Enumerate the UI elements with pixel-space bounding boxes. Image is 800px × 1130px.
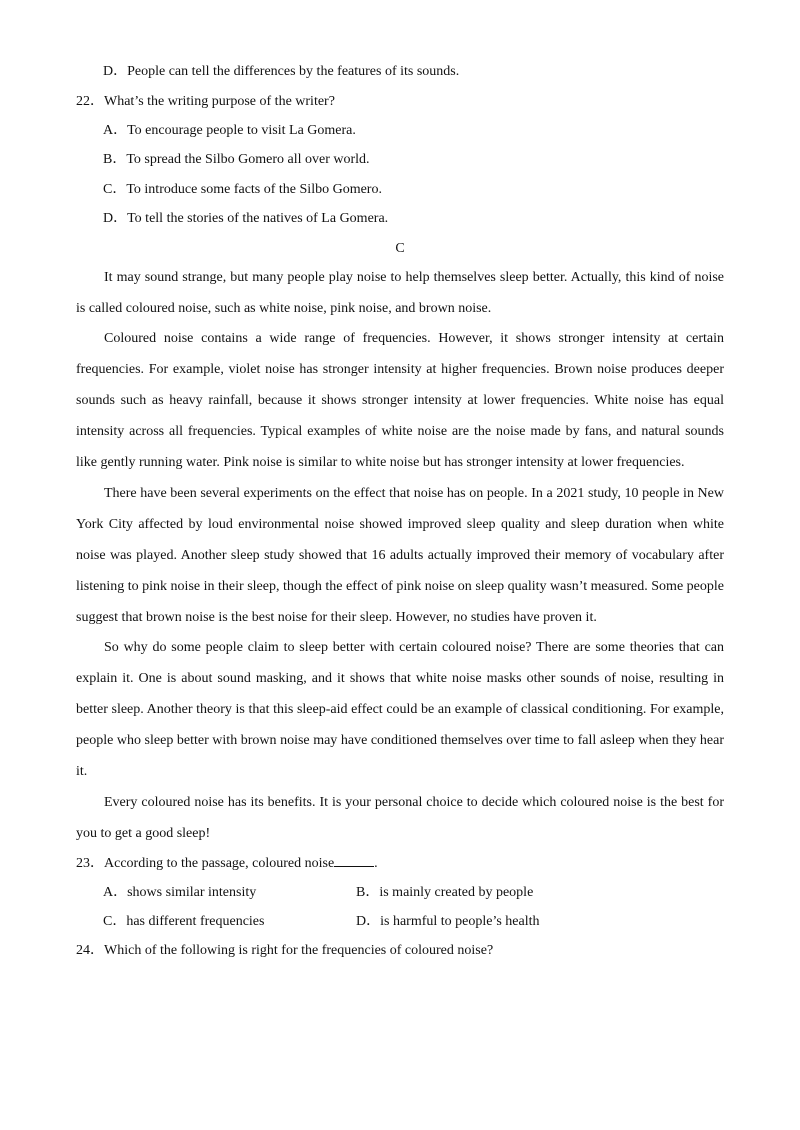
passage-paragraph-5: Every coloured noise has its benefits. It is your personal choice to decide which coloured noise is the best for you to get a good sleep!: [76, 795, 724, 841]
passage-paragraph-3: There have been several experiments on the effect that noise has on people. In a 2021 study, 10 people in New York City affected by loud environmental noise showed improved sleep quality and sleep duration when white noise was played. Another sleep study showed that 16 adults actually improved their memory of vocabulary after listening to pink noise in their sleep, though the effect of pink noise on sleep quality wasn’t measured. Some people suggest that brown noise is the best noise for their sleep. However, no studies have proven it.: [76, 486, 724, 625]
q23-option-d: D．is harmful to people’s health: [356, 914, 540, 929]
q23-option-b: B．is mainly created by people: [356, 885, 534, 900]
q22-option-d: D．To tell the stories of the natives of La Gomera.: [103, 211, 389, 226]
q22-option-a: A．To encourage people to visit La Gomera.: [103, 123, 356, 138]
q22-stem: 22．What’s the writing purpose of the writer?: [76, 94, 335, 109]
passage-paragraph-4: So why do some people claim to sleep better with certain coloured noise? There are some theories that can explain it. One is about sound masking, and it shows that white noise masks other sounds of noise, resulting in better sleep. Another theory is that this sleep-aid effect could be an example of classical conditioning. For example, people who sleep better with brown noise may have conditioned themselves over time to fall asleep when they hear it.: [76, 640, 724, 779]
passage-paragraph-1: It may sound strange, but many people play noise to help themselves sleep better. Actually, this kind of noise is called coloured noise, such as white noise, pink noise, and brown noise.: [76, 270, 724, 316]
q23-stem-text: 23．According to the passage, coloured noise: [76, 856, 335, 871]
q24-stem: 24．Which of the following is right for the frequencies of coloured noise?: [76, 943, 494, 958]
q22-option-c: C．To introduce some facts of the Silbo Gomero.: [103, 182, 382, 197]
q23-option-a: A．shows similar intensity: [103, 885, 257, 900]
q23-stem: [76, 854, 378, 873]
q23-option-c: C．has different frequencies: [103, 914, 265, 929]
section-heading: C: [395, 241, 405, 256]
passage-paragraph-2: Coloured noise contains a wide range of frequencies. However, it shows stronger intensity at certain frequencies. For example, violet noise has stronger intensity at higher frequencies. Brown noise produces deeper sounds such as heavy rainfall, because it shows stronger intensity at lower frequencies. White noise has equal intensity across all frequencies. Typical examples of white noise are the noise made by fans, and natural sounds like gently running water. Pink noise is similar to white noise but has stronger intensity at lower frequencies.: [76, 331, 724, 470]
q23-stem-end: .: [374, 856, 378, 871]
answer-blank: [334, 854, 374, 867]
q22-option-b: B．To spread the Silbo Gomero all over world.: [103, 152, 370, 167]
q21-option-d: D．People can tell the differences by the features of its sounds.: [103, 64, 460, 79]
